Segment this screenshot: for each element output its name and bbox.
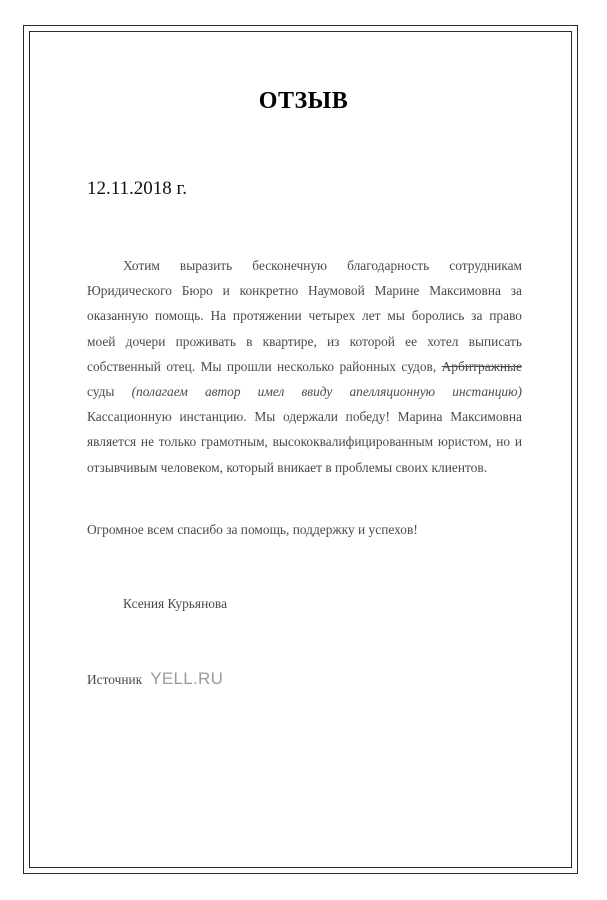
thanks-line: Огромное всем спасибо за помощь, поддержку и успехов! bbox=[87, 522, 418, 537]
review-text-part3: Кассационную инстанцию. Мы одержали победу! Марина Максимовна является не только грамотным, высококвалифицированным юристом, но и отзывчивым человеком, который вникает в проблемы своих клиентов. bbox=[87, 409, 522, 475]
review-text-part2: суды bbox=[87, 384, 132, 400]
document-date: 12.11.2018 г. bbox=[87, 178, 187, 199]
review-text-part1: Хотим выразить бесконечную благодарность сотрудникам Юридического Бюро и конкретно Наумовой Марине Максимовна за оказанную помощь. На протяжении четырех лет мы боролись за право моей дочери проживать в квартире, из которой ее хотел выписать собственный отец. Мы прошли несколько районных судов, bbox=[87, 258, 522, 374]
source-line bbox=[87, 669, 223, 689]
review-struck-word: Арбитражные bbox=[441, 358, 522, 374]
editor-note: (полагаем автор имел ввиду апелляционную инстанцию) bbox=[131, 384, 522, 400]
document-title: ОТЗЫВ bbox=[258, 88, 349, 114]
review-body bbox=[87, 253, 522, 480]
source-label: Источник bbox=[87, 672, 143, 687]
review-paragraph bbox=[87, 253, 522, 480]
source-brand: YELL.RU bbox=[150, 669, 224, 688]
signature: Ксения Курьянова bbox=[123, 596, 228, 611]
